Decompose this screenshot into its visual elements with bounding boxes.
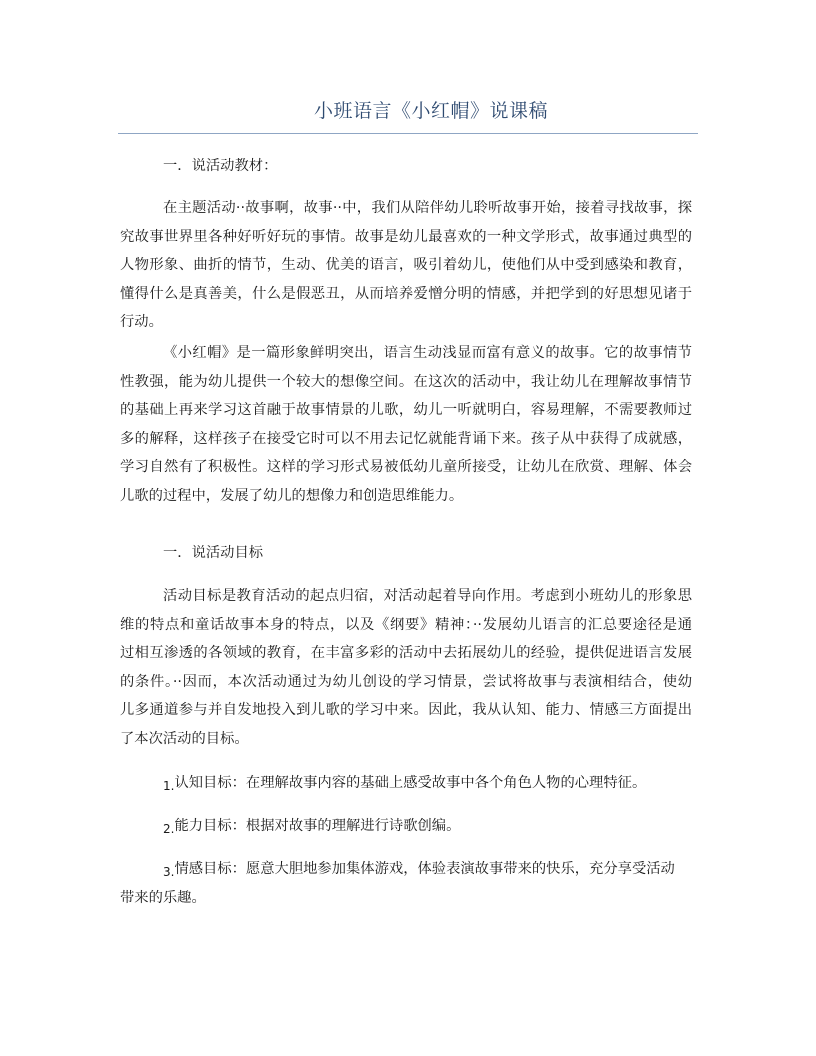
paragraph-story-description: [120, 339, 692, 511]
text-line: 在主题活动··故事啊，故事··中，我们从陪伴幼儿聆听故事开始，接着寻找故事，探: [163, 200, 692, 216]
text-line: 活动目标是教育活动的起点归宿，对活动起着导向作用。考虑到小班幼儿的形象思: [163, 588, 692, 604]
text-line: 懂得什么是真善美，什么是假恶丑，从而培养爱憎分明的情感，并把学到的好思想见诸于: [120, 285, 692, 302]
text-line: 《小红帽》是一篇形象鲜明突出，语言生动浅显而富有意义的故事。它的故事情节: [163, 345, 692, 361]
text-line: 带来的乐趣。: [120, 889, 206, 906]
goal-number: 1.: [163, 779, 175, 793]
text-line: 儿多通道参与并自发地投入到儿歌的学习中来。因此，我从认知、能力、情感三方面提出: [120, 702, 692, 719]
text-line: 行动。: [120, 314, 163, 331]
section-heading-goals: 一．说活动目标: [163, 545, 264, 561]
goal-item-cognitive: [163, 773, 646, 796]
text-line: 的条件。··因而，本次活动通过为幼儿创设的学习情景，尝试将故事与表演相结合，使幼: [120, 673, 692, 690]
text-line: 学习自然有了积极性。这样的学习形式易被低幼儿童所接受，让幼儿在欣赏、理解、体会: [120, 459, 692, 476]
text-line: 了本次活动的目标。: [120, 730, 249, 747]
text-line: 多的解释，这样孩子在接受它时可以不用去记忆就能背诵下来。孩子从中获得了成就感，: [120, 430, 692, 447]
goal-number: 3.: [163, 865, 175, 879]
goal-number: 2.: [163, 822, 175, 836]
text-line: 过相互渗透的各领域的教育，在丰富多彩的活动中去拓展幼儿的经验，提供促进语言发展: [120, 645, 692, 662]
text-line: 性教强，能为幼儿提供一个较大的想像空间。在这次的活动中，我让幼儿在理解故事情节: [120, 373, 692, 390]
text-line: 究故事世界里各种好听好玩的事情。故事是幼儿最喜欢的一种文学形式，故事通过典型的: [120, 228, 692, 245]
goal-item-ability: [163, 816, 460, 839]
title-divider: [118, 133, 698, 134]
text-line: 人物形象、曲折的情节，生动、优美的语言，吸引着幼儿，使他们从中受到感染和教育，: [120, 257, 692, 274]
goal-text: 能力目标：根据对故事的理解进行诗歌创编。: [174, 818, 461, 834]
paragraph-materials-intro: [120, 194, 692, 337]
section-heading-materials: 一．说活动教材：: [163, 158, 278, 174]
goal-text: 情感目标：愿意大胆地参加集体游戏，体验表演故事带来的快乐，充分享受活动: [174, 861, 675, 877]
goal-text: 认知目标：在理解故事内容的基础上感受故事中各个角色人物的心理特征。: [174, 775, 647, 791]
text-line: 维的特点和童话故事本身的特点，以及《纲要》精神：··发展幼儿语言的汇总要途径是通: [120, 616, 692, 633]
paragraph-goals-intro: [120, 582, 692, 754]
text-line: 的基础上再来学习这首融于故事情景的儿歌，幼儿一听就明白，容易理解，不需要教师过: [120, 402, 692, 419]
document-title: 小班语言《小红帽》说课稿: [313, 100, 548, 122]
text-line: 儿歌的过程中，发展了幼儿的想像力和创造思维能力。: [120, 487, 464, 504]
text-line: [120, 855, 692, 884]
goal-item-emotional: [120, 855, 692, 912]
